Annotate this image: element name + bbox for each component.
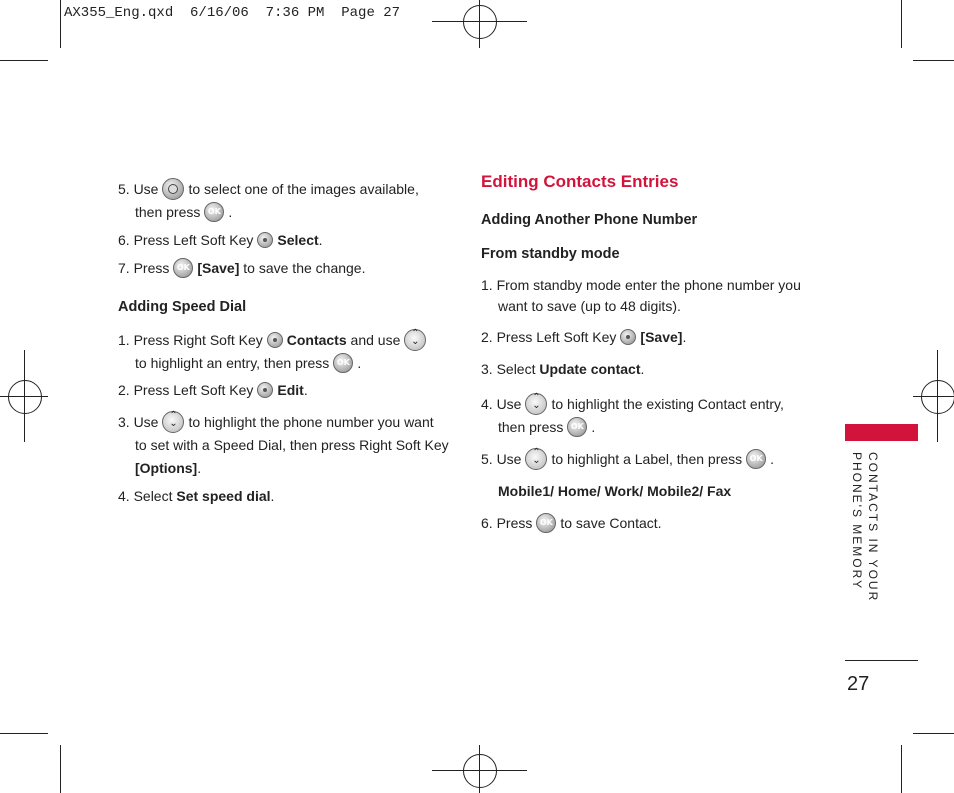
section-title: Editing Contacts Entries <box>481 172 679 191</box>
edit-step-5: 5. Use⌃ ⌄ to highlight a Label, then pressOK . <box>481 448 821 471</box>
speed-dial-step-3: 3. Use⌃ ⌄ to highlight the phone number you want <box>118 411 458 434</box>
ok-key-icon <box>746 449 766 469</box>
left-soft-key-icon <box>620 329 636 345</box>
page-number: 27 <box>847 673 870 695</box>
step-7: 7. PressOK [Save] to save the change. <box>118 257 458 280</box>
navigation-key-icon <box>162 178 184 200</box>
edit-step-6: 6. PressOK to save Contact. <box>481 512 821 535</box>
page-number-rule <box>845 660 918 661</box>
speed-dial-step-2: 2. Press Left Soft Key Edit. <box>118 382 308 398</box>
section-sidebar-label: CONTACTS IN YOUR PHONE'S MEMORY <box>850 452 880 603</box>
speed-dial-step-1: 1. Press Right Soft Key Contacts and use⌃ ⌄ <box>118 329 458 352</box>
printer-slug: AX355_Eng.qxd 6/16/06 7:36 PM Page 27 <box>64 5 401 21</box>
edit-step-1: 1. From standby mode enter the phone number you <box>481 277 801 293</box>
ok-key-icon <box>204 202 224 222</box>
label-options: Mobile1/ Home/ Work/ Mobile2/ Fax <box>498 483 732 499</box>
ok-key-icon <box>173 258 193 278</box>
up-down-nav-icon <box>162 411 184 433</box>
section-tab-marker <box>845 424 918 441</box>
speed-dial-step-4: 4. Select Set speed dial. <box>118 488 275 504</box>
ok-key-icon <box>536 513 556 533</box>
ok-key-icon <box>333 353 353 373</box>
left-column: 5. Use to select one of the images available, then pressOK . 6. Press Left Soft Key Select. 7. PressOK [Save] to save the change. Adding Speed Dial 1. Press Right Soft Key Contacts and use⌃ ⌄ to highlight an entry, then pressOK . 2. Press Left Soft Key Edit. 3. Use⌃ ⌄ to highlight the phone number you want to set with a Speed Dial, then press Right Soft Key [Options]. 4. Select Set speed dial. <box>118 178 458 508</box>
right-column: Editing Contacts Entries Adding Another Phone Number From standby mode 1. From standby mode enter the phone number you want to save (up to 48 digits). 2. Press Left Soft Key [Save]. 3. Select Update contact. 4. Use⌃ ⌄ to highlight the existing Contact entry, then pressOK . 5. Use⌃ ⌄ to highlight a Label, then pressOK . Mobile1/ Home/ Work/ Mobile2/ Fax 6. PressOK to save Contact. <box>481 170 821 535</box>
edit-step-3: 3. Select Update contact. <box>481 361 645 377</box>
subheading-add-number: Adding Another Phone Number <box>481 212 698 228</box>
step-5: 5. Use to select one of the images available, <box>118 178 458 201</box>
left-soft-key-icon <box>257 232 273 248</box>
edit-step-4: 4. Use⌃ ⌄ to highlight the existing Contact entry, <box>481 393 821 416</box>
speed-dial-heading: Adding Speed Dial <box>118 299 247 315</box>
up-down-nav-icon <box>525 393 547 415</box>
right-soft-key-icon <box>267 332 283 348</box>
edit-step-2: 2. Press Left Soft Key [Save]. <box>481 329 687 345</box>
step-6: 6. Press Left Soft Key Select. <box>118 232 323 248</box>
up-down-nav-icon <box>404 329 426 351</box>
left-soft-key-icon <box>257 382 273 398</box>
subheading-standby: From standby mode <box>481 246 620 262</box>
up-down-nav-icon <box>525 448 547 470</box>
ok-key-icon <box>567 417 587 437</box>
